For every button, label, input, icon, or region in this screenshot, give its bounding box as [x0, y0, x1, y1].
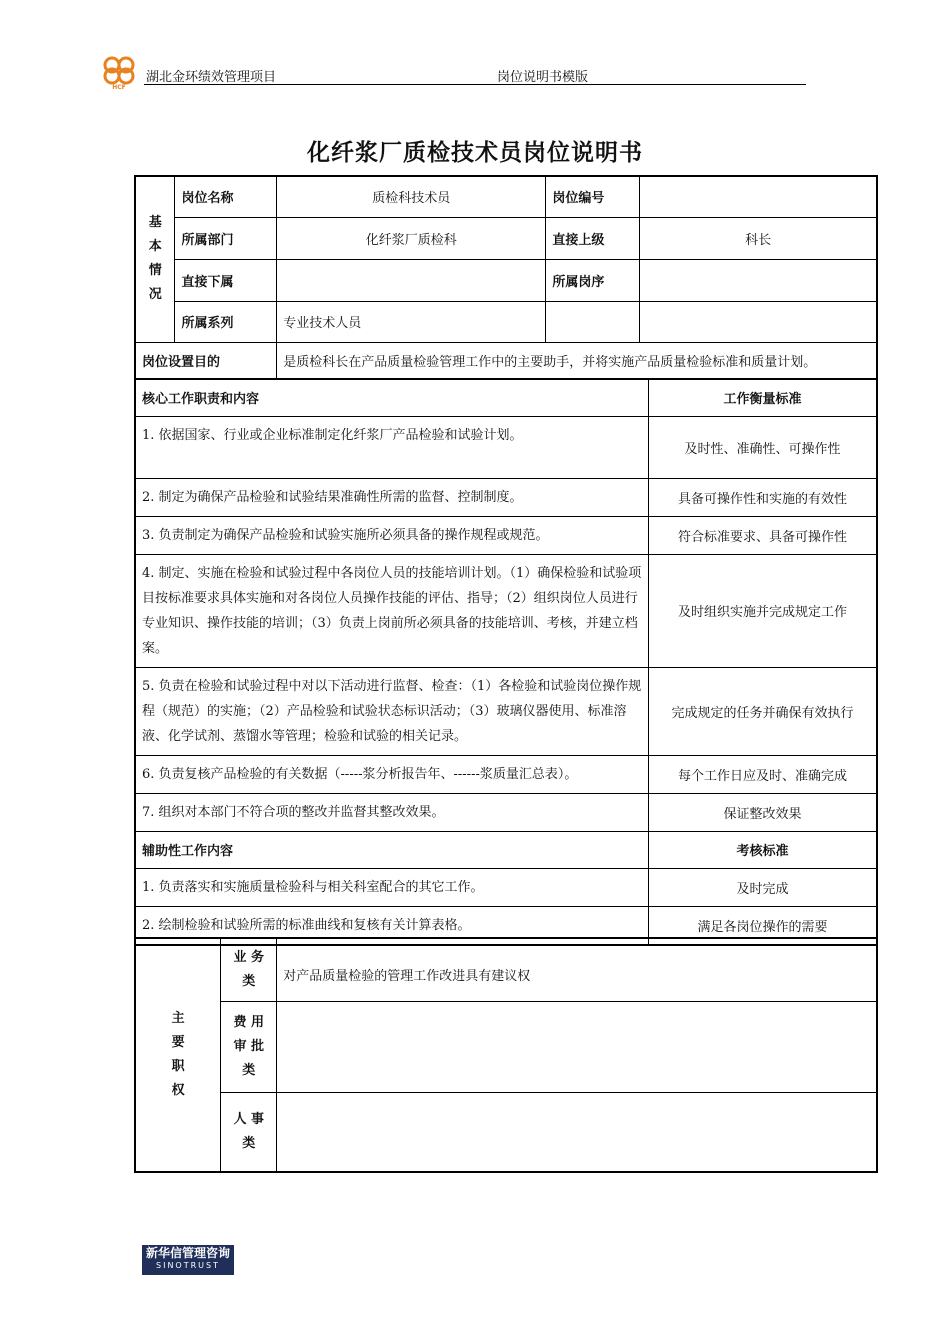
core-duty-standard: 完成规定的任务并确保有效执行 [649, 667, 877, 755]
department-value: 化纤浆厂质检科 [277, 217, 546, 259]
aux-duty-item: 2. 绘制检验和试验所需的标准曲线和复核有关计算表格。 [135, 906, 649, 945]
header-template: 岗位说明书模版 [497, 70, 589, 85]
position-code-label: 岗位编号 [546, 176, 640, 217]
core-duties-header: 核心工作职责和内容 [135, 379, 649, 416]
empty-cell [640, 301, 877, 342]
superior-label: 直接上级 [546, 217, 640, 259]
subordinate-label: 直接下属 [175, 259, 277, 301]
header-project: 湖北金环绩效管理项目 [146, 70, 277, 85]
aux-duties-header: 辅助性工作内容 [135, 831, 649, 868]
authority-section-label: 主 要 职 权 [135, 938, 221, 1172]
logo-cn: 新华信管理咨询 [145, 1246, 230, 1260]
header-divider [144, 84, 806, 85]
authority-expense-content [277, 1001, 877, 1092]
core-duty-standard: 每个工作日应及时、准确完成 [649, 755, 877, 793]
core-duty-item: 6. 负责复核产品检验的有关数据（-----浆分析报告年、------浆质量汇总表）。 [135, 755, 649, 793]
aux-standard-header: 考核标准 [649, 831, 877, 868]
purpose-value: 是质检科长在产品质量检验管理工作中的主要助手，并将实施产品质量检验标准和质量计划。 [277, 342, 877, 379]
superior-value: 科长 [640, 217, 877, 259]
core-duty-standard: 符合标准要求、具备可操作性 [649, 516, 877, 554]
authority-expense-label: 费 用 审 批 类 [221, 1001, 277, 1092]
series-value: 专业技术人员 [277, 301, 546, 342]
hcf-logo-icon [100, 54, 138, 90]
sequence-label: 所属岗序 [546, 259, 640, 301]
core-duty-standard: 保证整改效果 [649, 793, 877, 831]
core-duty-item: 4. 制定、实施在检验和试验过程中各岗位人员的技能培训计划。（1）确保检验和试验项目按标准要求具体实施和对各岗位人员操作技能的评估、指导；（2）组织岗位人员进行专业知识、操作技能的培训；（3）负责上岗前所必须具备的技能培训、考核，并建立档案。 [135, 554, 649, 667]
series-label: 所属系列 [175, 301, 277, 342]
purpose-label: 岗位设置目的 [135, 342, 277, 379]
subordinate-value [277, 259, 546, 301]
sinotrust-logo [142, 1245, 234, 1275]
authority-table [134, 937, 878, 1173]
authority-personnel-content [277, 1092, 877, 1172]
core-duty-item: 7. 组织对本部门不符合项的整改并监督其整改效果。 [135, 793, 649, 831]
aux-duty-item: 1. 负责落实和实施质量检验科与相关科室配合的其它工作。 [135, 868, 649, 906]
basic-info-table [134, 175, 878, 380]
position-code-value [640, 176, 877, 217]
basic-section-label: 基 本 情 况 [135, 176, 175, 342]
core-duty-item: 2. 制定为确保产品检验和试验结果准确性所需的监督、控制制度。 [135, 478, 649, 516]
empty-cell [546, 301, 640, 342]
duties-table [134, 378, 878, 946]
core-duty-item: 3. 负责制定为确保产品检验和试验实施所必须具备的操作规程或规范。 [135, 516, 649, 554]
aux-duty-standard: 满足各岗位操作的需要 [649, 906, 877, 945]
authority-business-label: 业 务 类 [221, 938, 277, 1001]
core-duty-item: 5. 负责在检验和试验过程中对以下活动进行监督、检查：（1）各检验和试验岗位操作规程（规范）的实施；（2）产品检验和试验状态标识活动；（3）玻璃仪器使用、标准溶液、化学试剂、蒸馏水等管理；检验和试验的相关记录。 [135, 667, 649, 755]
core-duty-standard: 及时性、准确性、可操作性 [649, 416, 877, 478]
department-label: 所属部门 [175, 217, 277, 259]
authority-business-content: 对产品质量检验的管理工作改进具有建议权 [277, 938, 877, 1001]
logo-en: SINOTRUST [156, 1261, 220, 1270]
core-standard-header: 工作衡量标准 [649, 379, 877, 416]
core-duty-item: 1. 依据国家、行业或企业标准制定化纤浆厂产品检验和试验计划。 [135, 416, 649, 478]
logo-text: HCF [112, 84, 126, 90]
position-name-value: 质检科技术员 [277, 176, 546, 217]
authority-personnel-label: 人 事 类 [221, 1092, 277, 1172]
page-title: 化纤浆厂质检技术员岗位说明书 [307, 140, 643, 166]
core-duty-standard: 具备可操作性和实施的有效性 [649, 478, 877, 516]
position-name-label: 岗位名称 [175, 176, 277, 217]
core-duty-standard: 及时组织实施并完成规定工作 [649, 554, 877, 667]
aux-duty-standard: 及时完成 [649, 868, 877, 906]
sequence-value [640, 259, 877, 301]
